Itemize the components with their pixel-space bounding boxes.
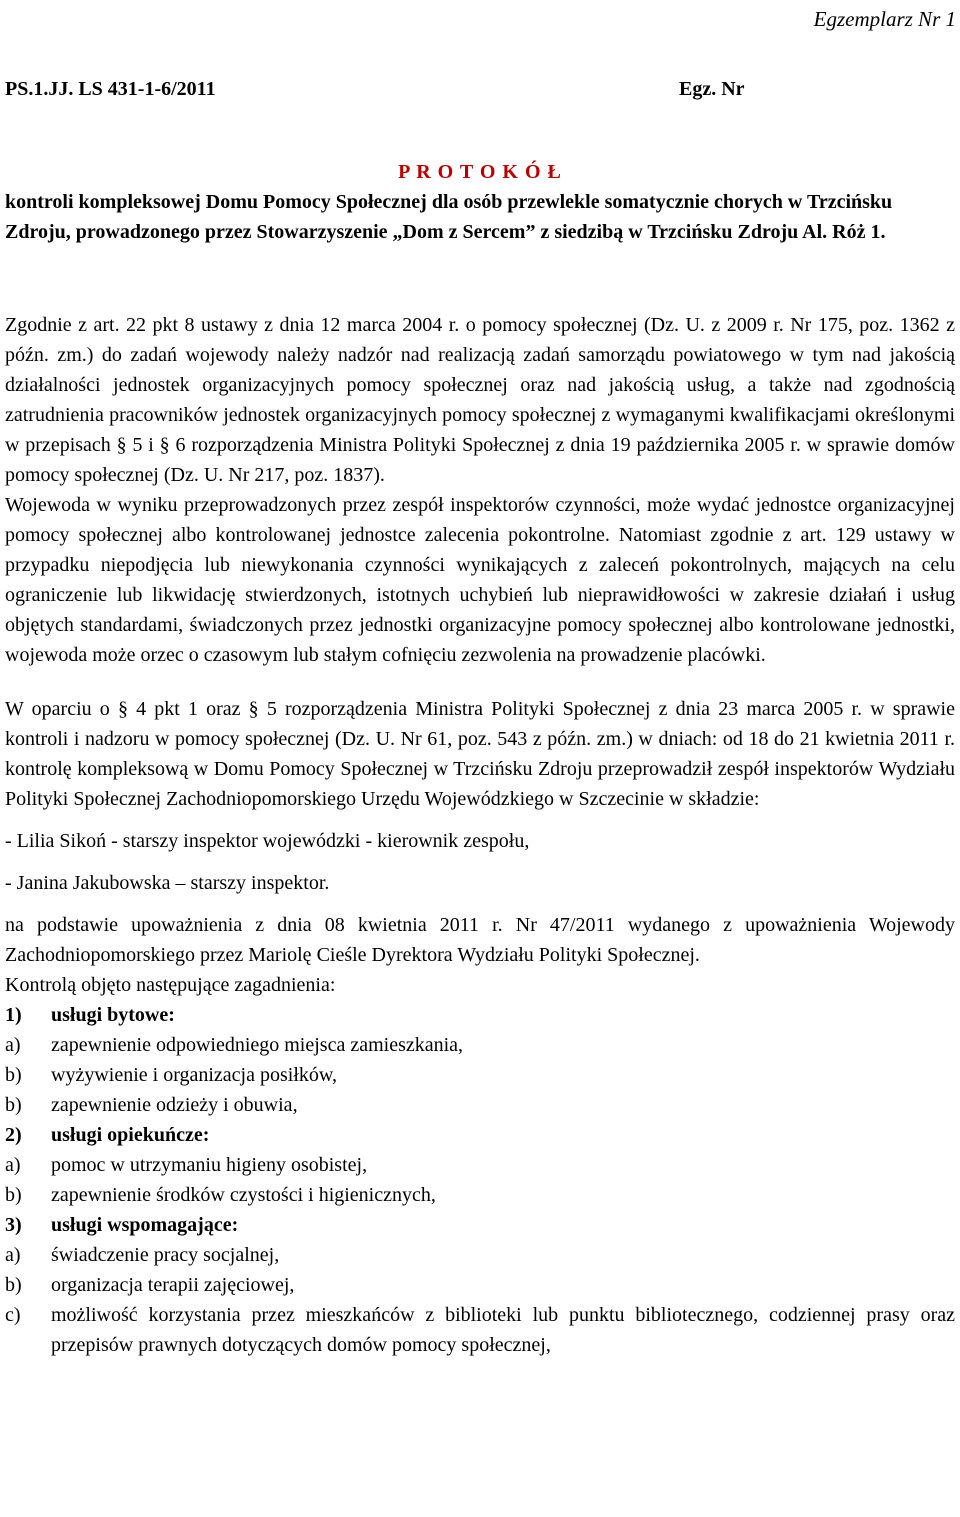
list-item — [5, 1000, 955, 1030]
list-item — [5, 1090, 955, 1120]
list-marker: 1) — [5, 1004, 22, 1026]
list-item — [5, 1060, 955, 1090]
list-marker: b) — [5, 1274, 22, 1296]
list-text: usługi wspomagające: — [51, 1214, 239, 1236]
list-marker: a) — [5, 1154, 21, 1176]
document-header — [5, 74, 955, 104]
authority-paragraph: Wojewoda w wyniku przeprowadzonych przez zespół inspektorów czynności, może wydać jednostce organizacyjnej pomocy społecznej albo kontrolowanej jednostce zalecenia pokontrolne. Natomiast zgodnie z art. 129 ustawy w przypadku niepodjęcia lub niewykonania czynności wynikających z zaleceń pokontrolnych, mających na celu ograniczenie lub likwidację stwierdzonych, istotnych uchybień lub nieprawidłowości w zakresie działań i usług objętych standardami, świadczonych przez jednostki organizacyjne pomocy społecznej albo kontrolowane jednostki, wojewoda może orzec o czasowym lub stałym cofnięciu zezwolenia na prowadzenie placówki. — [5, 494, 955, 666]
team-member: - Lilia Sikoń - starszy inspektor wojewódzki - kierownik zespołu, — [5, 830, 530, 852]
list-text: świadczenie pracy socjalnej, — [51, 1244, 280, 1266]
list-text: zapewnienie odzieży i obuwia, — [51, 1094, 298, 1116]
list-marker: c) — [5, 1304, 21, 1326]
copy-number-label: Egzemplarz Nr 1 — [813, 7, 956, 31]
document-body — [5, 310, 955, 1360]
list-marker: a) — [5, 1244, 21, 1266]
list-text: usługi bytowe: — [51, 1004, 175, 1026]
protocol-title — [5, 157, 955, 247]
inspection-basis-paragraph: W oparciu o § 4 pkt 1 oraz § 5 rozporządzenia Ministra Polityki Społecznej z dnia 23 marca 2005 r. w sprawie kontroli i nadzoru w pomocy społecznej (Dz. U. Nr 61, poz. 543 z późn. zm.) w dniach: od 18 do 21 kwietnia 2011 r. kontrolę kompleksową w Domu Pomocy Społecznej w Trzcińsku Zdroju przeprowadził zespół inspektorów Wydziału Polityki Społecznej Zachodniopomorskiego Urzędu Wojewódzkiego w Szczecinie w składzie: — [5, 698, 955, 810]
list-item — [5, 1030, 955, 1060]
list-text: organizacja terapii zajęciowej, — [51, 1274, 295, 1296]
list-item — [5, 1150, 955, 1180]
list-item — [5, 1120, 955, 1150]
list-marker: b) — [5, 1094, 22, 1116]
list-text: wyżywienie i organizacja posiłków, — [51, 1064, 338, 1086]
scope-list — [5, 1000, 955, 1360]
list-marker: b) — [5, 1064, 22, 1086]
protocol-subject: kontroli kompleksowej Domu Pomocy Społecznej dla osób przewlekle somatycznie chorych w Trzcińsku Zdroju, prowadzonego przez Stowarzyszenie „Dom z Sercem” z siedzibą w Trzcińsku Zdroju Al. Róż 1. — [5, 191, 893, 243]
list-text: zapewnienie odpowiedniego miejsca zamieszkania, — [51, 1034, 464, 1056]
list-marker: 3) — [5, 1214, 22, 1236]
reference-number: PS.1.JJ. LS 431-1-6/2011 — [5, 78, 216, 100]
list-marker: a) — [5, 1034, 21, 1056]
list-marker: b) — [5, 1184, 22, 1206]
authorization-paragraph: na podstawie upoważnienia z dnia 08 kwietnia 2011 r. Nr 47/2011 wydanego z upoważnienia Wojewody Zachodniopomorskiego przez Mariolę Cieśle Dyrektora Wydziału Polityki Społecznej. — [5, 914, 955, 966]
list-item — [5, 1210, 955, 1240]
list-item — [5, 1240, 955, 1270]
list-marker: 2) — [5, 1124, 22, 1146]
list-text: usługi opiekuńcze: — [51, 1124, 210, 1146]
list-text: możliwość korzystania przez mieszkańców z biblioteki lub punktu bibliotecznego, codziennej prasy oraz przepisów prawnych dotyczących domów pomocy społecznej, — [51, 1304, 955, 1356]
list-text: zapewnienie środków czystości i higienicznych, — [51, 1184, 436, 1206]
copy-field: Egz. Nr — [679, 78, 745, 100]
list-text: pomoc w utrzymaniu higieny osobistej, — [51, 1154, 368, 1176]
list-item — [5, 1270, 955, 1300]
legal-basis-paragraph: Zgodnie z art. 22 pkt 8 ustawy z dnia 12 marca 2004 r. o pomocy społecznej (Dz. U. z 2009 r. Nr 175, poz. 1362 z późn. zm.) do zadań wojewody należy nadzór nad realizacją zadań samorządu powiatowego w tym nad jakością działalności jednostek organizacyjnych pomocy społecznej oraz nad jakością usług, a także nad zgodnością zatrudnienia pracowników jednostek organizacyjnych pomocy społecznej z wymaganymi kwalifikacjami określonymi w przepisach § 5 i § 6 rozporządzenia Ministra Polityki Społecznej z dnia 19 października 2005 r. w sprawie domów pomocy społecznej (Dz. U. Nr 217, poz. 1837). — [5, 314, 955, 486]
list-item — [5, 1180, 955, 1210]
protocol-heading: P R O T O K Ó Ł — [398, 161, 562, 183]
team-member: - Janina Jakubowska – starszy inspektor. — [5, 872, 330, 894]
list-item — [5, 1300, 955, 1360]
scope-intro: Kontrolą objęto następujące zagadnienia: — [5, 974, 336, 996]
